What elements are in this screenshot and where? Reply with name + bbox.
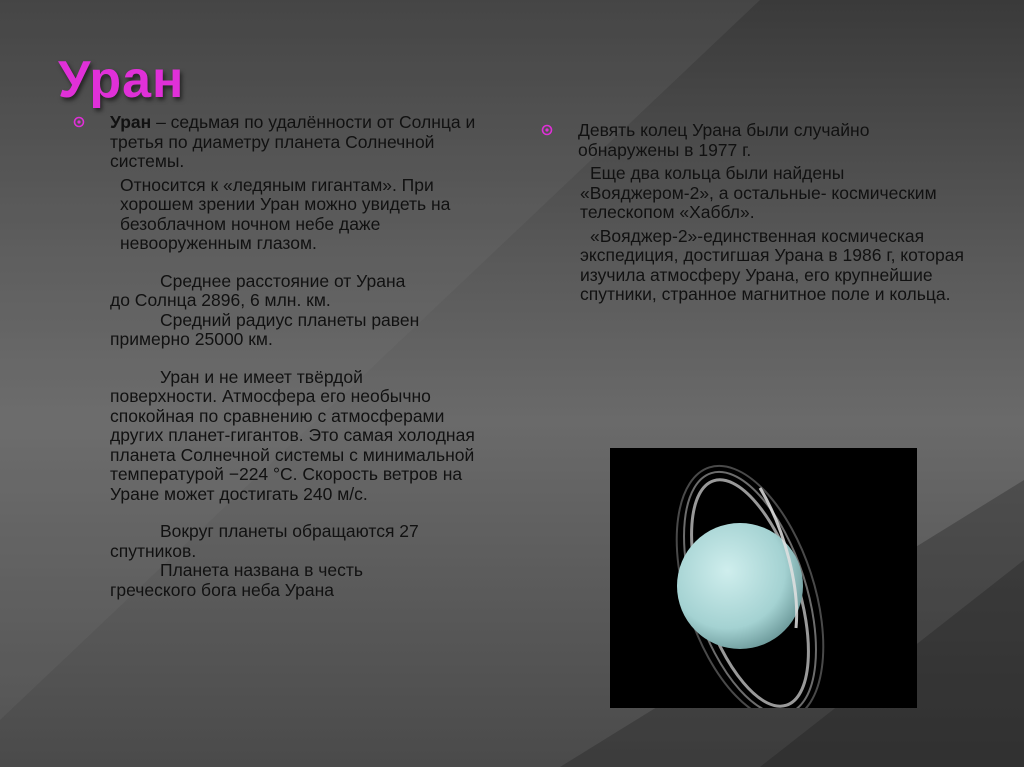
bullet-definition: – седьмая по удалённости от Солнца и третья по диаметру планета Солнечной системы. <box>110 112 476 171</box>
slide-title: Уран <box>58 51 185 109</box>
paragraph-atmosphere: Уран и не имеет твёрдой поверхности. Атмосфера его необычно спокойная по сравнению с атмосферами других планет-гигантов. Это самая холодная планета Солнечной системы с минимальной температурой −224 °C. Скорость ветров на Уране может достигать 240 м/с. <box>110 366 475 504</box>
paragraph-rings-found: Еще два кольца были найдены «Вояджером-2», а остальные- космическим телескопом «Хаббл». <box>580 163 937 222</box>
right-bullet-paragraph: Девять колец Урана были случайно обнаружены в 1977 г. <box>540 121 970 160</box>
uranus-illustration <box>610 448 917 708</box>
paragraph-voyager: «Вояджер-2»-единственная космическая экспедиция, достигшая Урана в 1986 г, которая изучила атмосферу Урана, его крупнейшие спутники, странное магнитное поле и кольца. <box>580 225 964 304</box>
paragraph-ice-giant: Относится к «ледяным гигантам». При хорошем зрении Уран можно увидеть на безоблачном ночном небе даже невооруженным глазом. <box>120 174 451 253</box>
paragraph-distance: Среднее расстояние от Урана до Солнца 2896, 6 млн. км. Средний радиус планеты равен примерно 25000 км. <box>110 270 420 349</box>
left-bullet-paragraph <box>72 113 502 172</box>
right-text-column <box>540 121 970 305</box>
circle-bullet-icon <box>540 123 554 137</box>
circle-bullet-icon <box>72 115 86 129</box>
uranus-planet-image <box>610 448 917 708</box>
paragraph-satellites: Вокруг планеты обращаются 27 спутников. Планета названа в честь греческого бога неба Урана <box>110 521 419 600</box>
left-text-column <box>72 113 502 600</box>
bullet-bold-term: Уран <box>110 112 152 132</box>
